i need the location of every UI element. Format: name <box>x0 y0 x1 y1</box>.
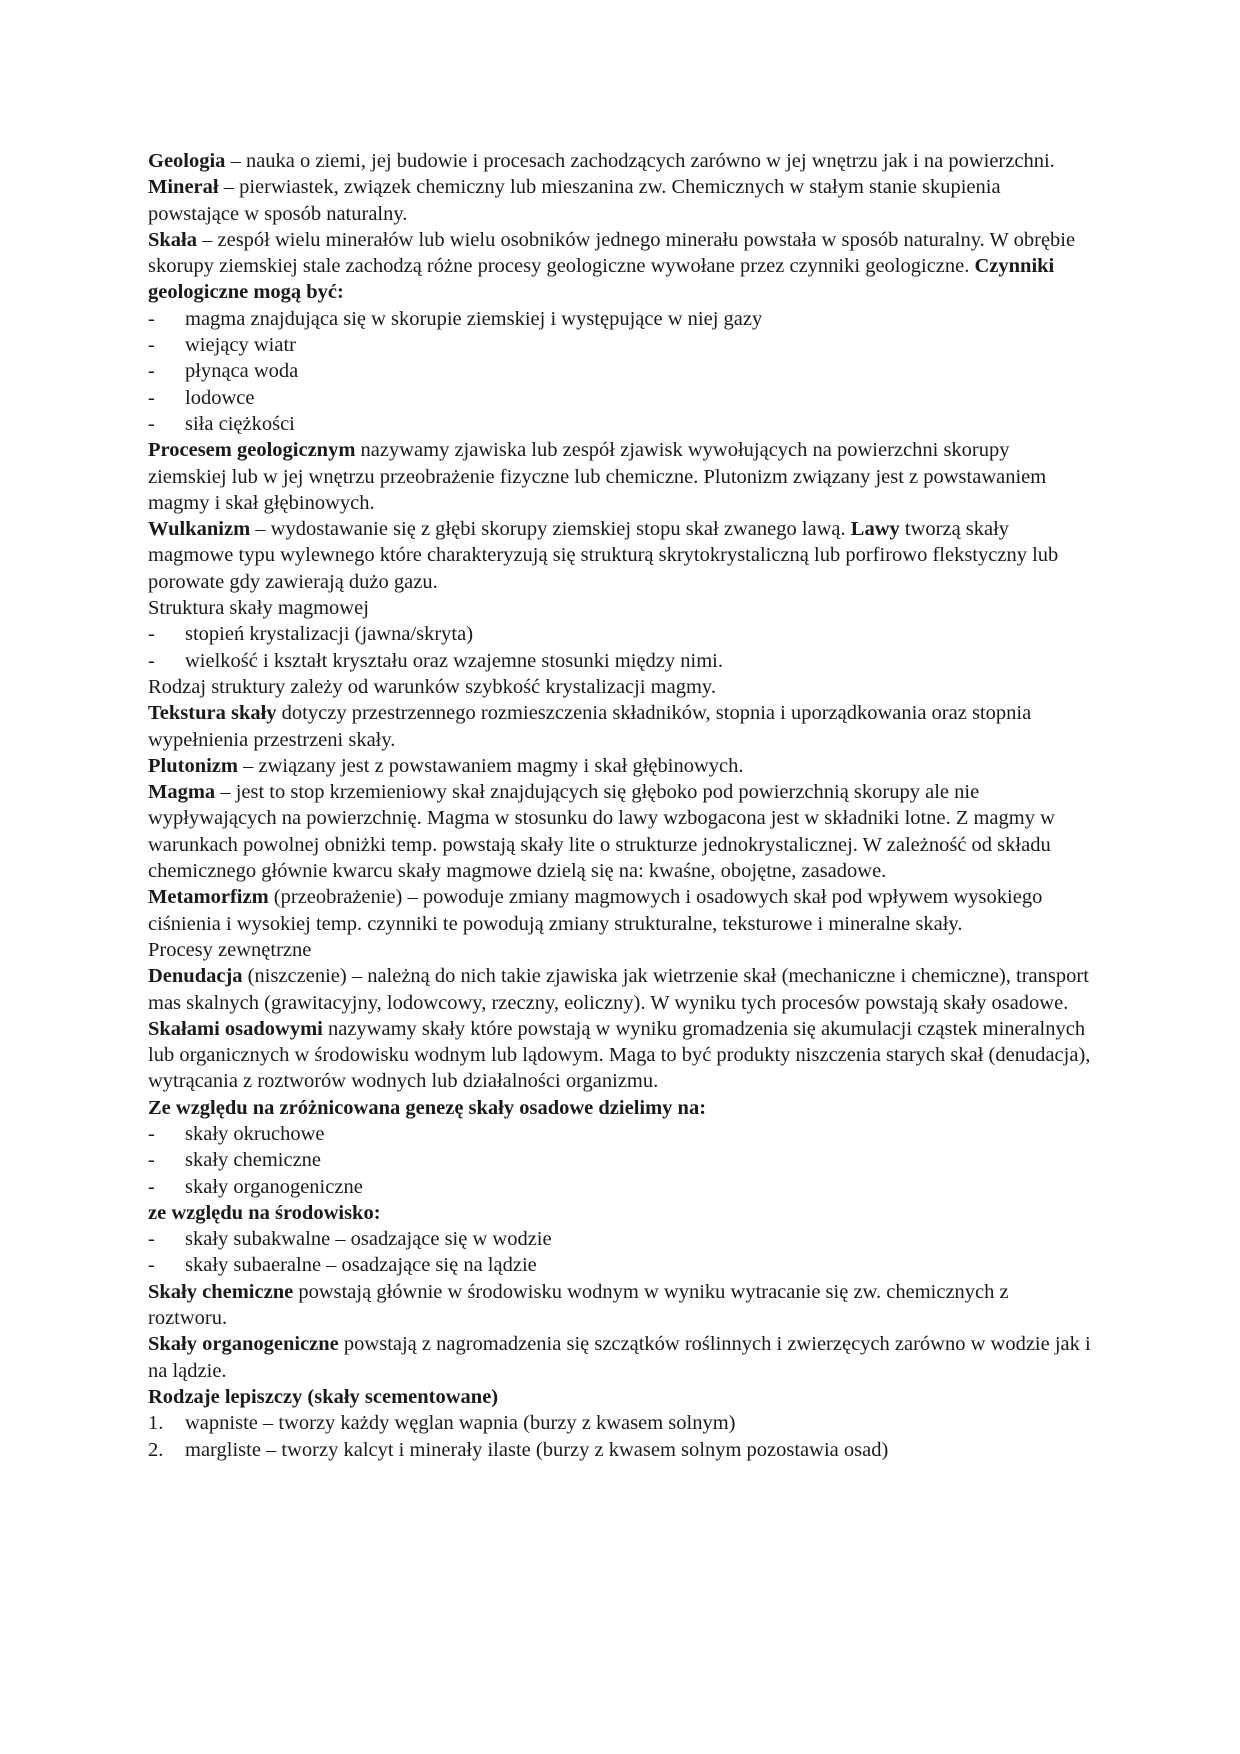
list-item-text: płynąca woda <box>185 360 299 383</box>
definition: – zespół wielu minerałów lub wielu osobników jednego minerału powstała w sposób naturalny. W obrębie skorupy ziemskiej stale zachodzą różne procesy geologiczne wywołane przez czynniki geologiczne. <box>148 228 1076 278</box>
list-item <box>148 358 1092 384</box>
paragraph-metamorfizm <box>148 884 1092 937</box>
paragraph-srodowisko-heading <box>148 1200 1092 1226</box>
list-item <box>148 1226 1092 1252</box>
paragraph-wulkanizm <box>148 516 1092 595</box>
term: Skały chemiczne <box>148 1280 294 1303</box>
list-item <box>148 648 1092 674</box>
list-binders <box>148 1410 1092 1463</box>
paragraph-magma <box>148 779 1092 884</box>
paragraph-geneza-heading <box>148 1095 1092 1121</box>
term: ze względu na środowisko: <box>148 1201 381 1224</box>
list-item <box>148 621 1092 647</box>
paragraph-proces-geologiczny <box>148 437 1092 516</box>
dash-marker: - <box>148 1228 155 1251</box>
list-item-text: margliste – tworzy kalcyt i minerały ilaste (burzy z kwasem solnym pozostawia osad) <box>185 1438 889 1461</box>
definition: tworzą skały magmowe typu wylewnego które charakteryzują się strukturą skrytokrystaliczną lub porfirowo flekstyczny lub porowate gdy zawierają dużo gazu. <box>148 518 1059 593</box>
term: Lawy <box>850 518 900 541</box>
list-item-text: stopień krystalizacji (jawna/skryta) <box>185 623 474 646</box>
paragraph-geologia <box>148 148 1092 174</box>
paragraph-skaly-organogeniczne <box>148 1331 1092 1384</box>
term: Plutonizm <box>148 754 238 777</box>
definition: – jest to stop krzemieniowy skał znajdujących się głęboko pod powierzchnią skorupy ale nie wypływających na powierzchnię. Magma w stosunku do lawy wzbogacona jest w składniki lotne. Z magmy w warunkach powolnej obniżki temp. powstają skały lite o strukturze jednokrystalicznej. W zależność od składu chemicznego głównie kwarcu skały magmowe dzielą się na: kwaśne, obojętne, zasadowe. <box>148 781 1055 883</box>
list-item-text: skały organogeniczne <box>185 1175 363 1198</box>
term: Rodzaje lepiszczy (skały scementowane) <box>148 1385 499 1408</box>
term: Procesem geologicznym <box>148 439 356 462</box>
definition: – nauka o ziemi, jej budowie i procesach zachodzących zarówno w jej wnętrzu jak i na powierzchni. <box>225 150 1055 172</box>
term: Metamorfizm <box>148 886 269 909</box>
paragraph-skala <box>148 227 1092 306</box>
document-page <box>148 148 1092 1463</box>
list-item <box>148 1252 1092 1278</box>
dash-marker: - <box>148 649 155 672</box>
number-marker: 1. <box>148 1412 164 1435</box>
term: Denudacja <box>148 965 243 988</box>
list-item <box>148 1410 1092 1436</box>
paragraph-tekstura <box>148 700 1092 753</box>
dash-marker: - <box>148 623 155 646</box>
list-genesis <box>148 1121 1092 1200</box>
paragraph-skaly-osadowe <box>148 1016 1092 1095</box>
term: Wulkanizm <box>148 518 251 541</box>
dash-marker: - <box>148 360 155 383</box>
list-item <box>148 306 1092 332</box>
dash-marker: - <box>148 334 155 357</box>
term: Minerał <box>148 176 219 199</box>
paragraph-rodzaj-struktury <box>148 674 1092 700</box>
paragraph-text: Procesy zewnętrzne <box>148 938 312 961</box>
definition: powstają głównie w środowisku wodnym w wyniku wytracanie się zw. chemicznych z roztworu. <box>148 1280 1009 1330</box>
definition: (przeobrażenie) – powoduje zmiany magmowych i osadowych skał pod wpływem wysokiego ciśnienia i wysokiej temp. czynniki te powodują zmiany strukturalne, teksturowe i mineralne skały. <box>148 886 1043 935</box>
list-item-text: wiejący wiatr <box>185 334 296 357</box>
dash-marker: - <box>148 1175 155 1198</box>
paragraph-struktura <box>148 595 1092 621</box>
list-structure <box>148 621 1092 674</box>
paragraph-plutonizm <box>148 753 1092 779</box>
list-item <box>148 332 1092 358</box>
list-item <box>148 1437 1092 1463</box>
paragraph-text: Rodzaj struktury zależy od warunków szybkość krystalizacji magmy. <box>148 675 716 698</box>
list-item <box>148 1121 1092 1147</box>
list-item-text: wielkość i kształt kryształu oraz wzajemne stosunki między nimi. <box>185 649 723 672</box>
term: Skała <box>148 228 197 251</box>
definition: – związany jest z powstawaniem magmy i skał głębinowych. <box>237 754 744 777</box>
list-item <box>148 1147 1092 1173</box>
list-item-text: wapniste – tworzy każdy węglan wapnia (burzy z kwasem solnym) <box>185 1412 736 1435</box>
paragraph-text: Struktura skały magmowej <box>148 597 369 620</box>
list-item <box>148 385 1092 411</box>
term: Skałami osadowymi <box>148 1017 323 1040</box>
list-item-text: skały okruchowe <box>185 1122 325 1145</box>
dash-marker: - <box>148 386 155 409</box>
list-item <box>148 411 1092 437</box>
number-marker: 2. <box>148 1438 164 1461</box>
definition: dotyczy przestrzennego rozmieszczenia składników, stopnia i uporządkowania oraz stopnia wypełnienia przestrzeni skały. <box>148 702 1032 751</box>
list-item-text: skały subakwalne – osadzające się w wodzie <box>185 1228 552 1251</box>
term: Skały organogeniczne <box>148 1333 339 1356</box>
dash-marker: - <box>148 412 155 435</box>
paragraph-mineral <box>148 174 1092 227</box>
list-item-text: skały chemiczne <box>185 1149 322 1172</box>
list-geological-factors <box>148 306 1092 437</box>
list-item-text: magma znajdująca się w skorupie ziemskiej i występujące w niej gazy <box>185 307 763 330</box>
list-item <box>148 1174 1092 1200</box>
dash-marker: - <box>148 1254 155 1277</box>
term: Magma <box>148 781 216 804</box>
definition: nazywamy skały które powstają w wyniku gromadzenia się akumulacji cząstek mineralnych lub organicznych w środowisku wodnym lub lądowym. Maga to być produkty niszczenia starych skał (denudacja), wytrącania z roztworów wodnych lub działalności organizmu. <box>148 1017 1091 1093</box>
term: Czynniki geologiczne mogą być: <box>148 255 1055 304</box>
definition: powstają z nagromadzenia się szczątków roślinnych i zwierzęcych zarówno w wodzie jak i na lądzie. <box>148 1333 1091 1382</box>
list-environment <box>148 1226 1092 1279</box>
term: Ze względu na zróżnicowana genezę skały osadowe dzielimy na: <box>148 1096 707 1119</box>
dash-marker: - <box>148 1149 155 1172</box>
definition: – wydostawanie się z głębi skorupy ziemskiej stopu skał zwanego lawą. <box>250 518 851 541</box>
paragraph-skaly-chemiczne <box>148 1279 1092 1332</box>
definition: (niszczenie) – należną do nich takie zjawiska jak wietrzenie skał (mechaniczne i chemiczne), transport mas skalnych (grawitacyjny, lodowcowy, rzeczny, eoliczny). W wyniku tych procesów powstają skały osadowe. <box>148 965 1089 1014</box>
dash-marker: - <box>148 307 155 330</box>
term: Geologia <box>148 150 226 172</box>
definition: – pierwiastek, związek chemiczny lub mieszanina zw. Chemicznych w stałym stanie skupienia powstające w sposób naturalny. <box>148 176 1001 225</box>
definition: nazywamy zjawiska lub zespół zjawisk wywołujących na powierzchni skorupy ziemskiej lub w jej wnętrzu przeobrażenie fizyczne lub chemiczne. Plutonizm związany jest z powstawaniem magmy i skał głębinowych. <box>148 439 1047 514</box>
list-item-text: skały subaeralne – osadzające się na lądzie <box>185 1254 537 1277</box>
dash-marker: - <box>148 1122 155 1145</box>
paragraph-procesy-zewnetrzne <box>148 937 1092 963</box>
list-item-text: lodowce <box>185 386 255 409</box>
paragraph-lepiszcza-heading <box>148 1384 1092 1410</box>
term: Tekstura skały <box>148 702 277 725</box>
paragraph-denudacja <box>148 963 1092 1016</box>
list-item-text: siła ciężkości <box>185 412 295 435</box>
